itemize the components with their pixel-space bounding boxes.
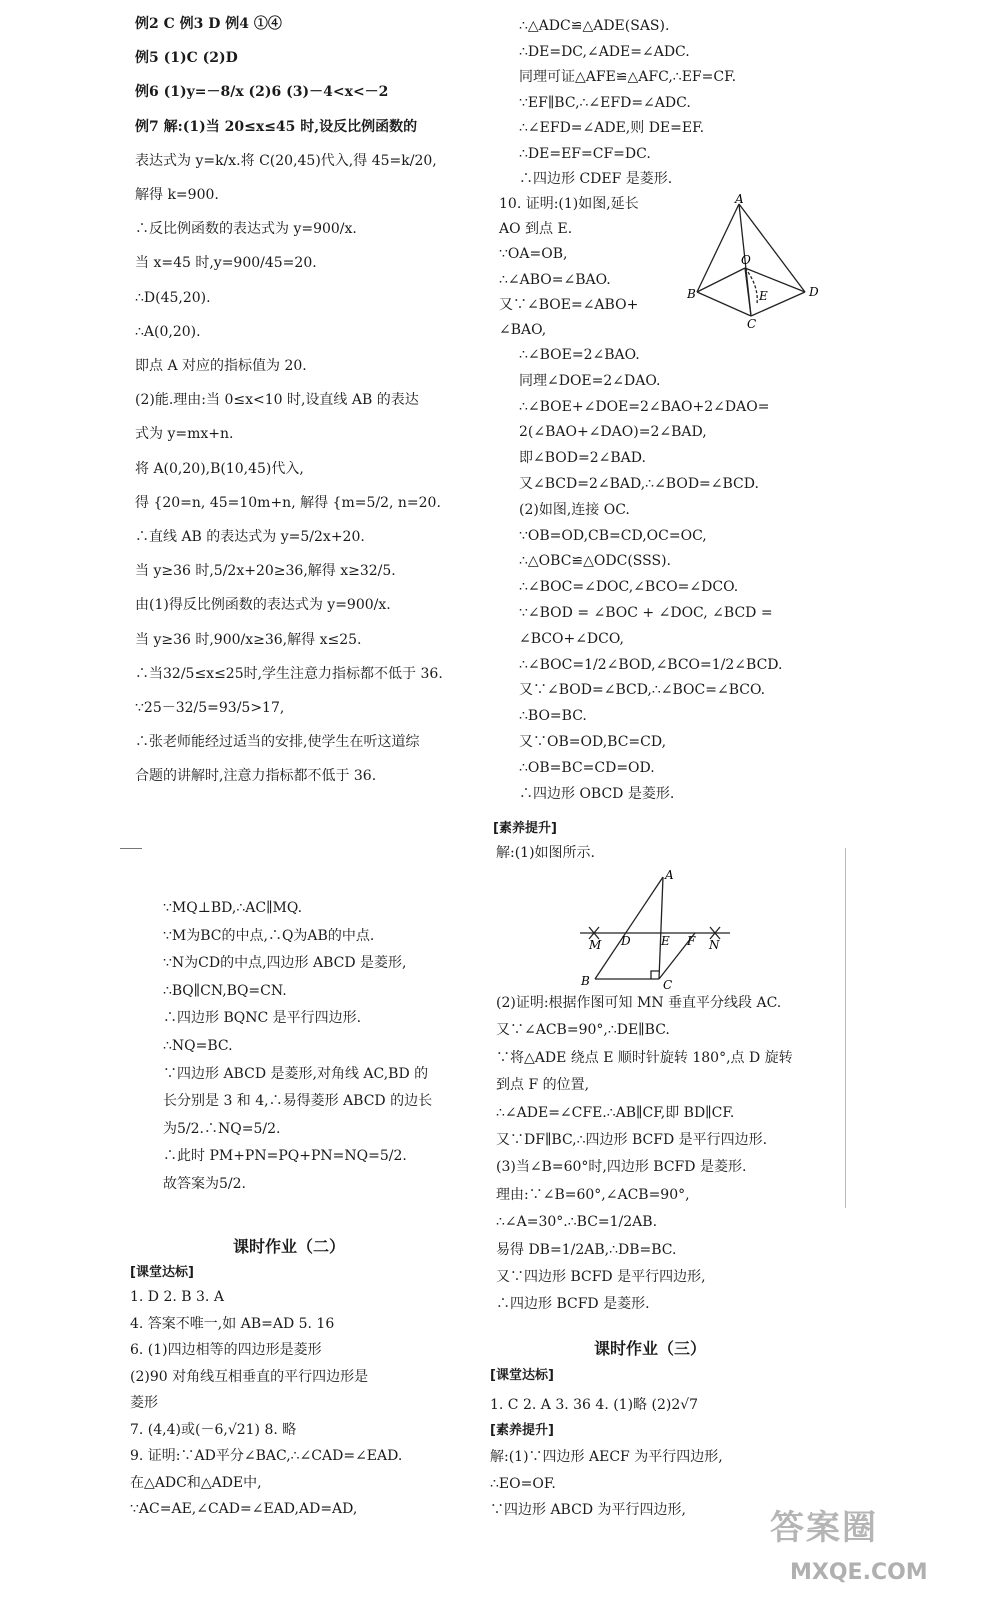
text-line: ∴D(45,20). (135, 289, 211, 306)
watermark-url: MXQE.COM (790, 1560, 928, 1585)
watermark-logo: 答案圈 (770, 1508, 878, 1548)
text-line: ∴NQ=BC. (163, 1038, 233, 1054)
text-line: (2)证明:根据作图可知 MN 垂直平分线段 AC. (496, 995, 782, 1011)
text-line: 长分别是 3 和 4,∴易得菱形 ABCD 的边长 (163, 1093, 433, 1110)
section-heading-2: 课时作业（二） (233, 1237, 346, 1256)
text-line: 合题的讲解时,注意力指标都不低于 36. (135, 768, 377, 785)
text-line: 又∵∠ACB=90°,∴DE∥BC. (496, 1022, 670, 1039)
text-line: 又∵∠BOE=∠ABO+ (499, 296, 639, 313)
text-line: ∴DE=DC,∠ADE=∠ADC. (519, 43, 690, 60)
text-line: 同理可证△AFE≌△AFC,∴EF=CF. (519, 69, 737, 85)
text-line: AO 到点 E. (499, 221, 573, 238)
text-line: ∴EO=OF. (490, 1475, 556, 1492)
fig1-label-d: D (809, 285, 819, 299)
page-edge-bleed (845, 848, 852, 1208)
tag-ketang-dabiao: [课堂达标] (130, 1265, 194, 1280)
text-line: 例7 解:(1)当 20≤x≤45 时,设反比例函数的 (135, 118, 418, 135)
text-line: ∵25－32/5=93/5>17, (135, 700, 285, 716)
section-heading-3: 课时作业（三） (594, 1339, 707, 1358)
fig2-label-f: F (687, 934, 696, 948)
text-line: ∵将△ADE 绕点 E 顺时针旋转 180°,点 D 旋转 (496, 1049, 793, 1066)
text-line: ∴四边形 BQNC 是平行四边形. (163, 1010, 362, 1027)
text-line: 即点 A 对应的指标值为 20. (135, 358, 307, 374)
tag-ketang-dabiao-3: [课堂达标] (490, 1368, 554, 1383)
text-line: ∴∠BOE+∠DOE=2∠BAO+2∠DAO= (519, 398, 770, 415)
fig1-label-c: C (747, 317, 757, 331)
text-line: 7. (4,4)或(－6,√21) 8. 略 (130, 1421, 297, 1438)
text-line: ∵四边形 ABCD 是菱形,对角线 AC,BD 的 (163, 1065, 429, 1082)
text-line: 在△ADC和△ADE中, (130, 1474, 262, 1491)
fig1-label-a: A (735, 194, 744, 206)
text-line: ∴DE=EF=CF=DC. (519, 145, 651, 162)
text-line: 例6 (1)y=－8/x (2)6 (3)－4<x<－2 (135, 84, 389, 101)
text-line: 4. 答案不唯一,如 AB=AD 5. 16 (130, 1315, 335, 1332)
text-line: ∴∠BOC=1/2∠BOD,∠BCO=1/2∠BCD. (519, 656, 783, 673)
text-line: 式为 y=mx+n. (135, 426, 234, 443)
text-line: ∵EF∥BC,∴∠EFD=∠ADC. (519, 94, 691, 111)
text-line: ∴∠ABO=∠BAO. (499, 271, 611, 288)
text-line: 菱形 (130, 1395, 158, 1411)
pyramid-figure (687, 194, 827, 334)
text-line: 将 A(0,20),B(10,45)代入, (135, 460, 304, 477)
text-line: ∵MQ⊥BD,∴AC∥MQ. (163, 900, 303, 916)
text-line: ∴四边形 BCFD 是菱形. (496, 1296, 650, 1313)
text-line: ∴∠BOC=∠DOC,∠BCO=∠DCO. (519, 579, 739, 596)
fig2-label-c: C (663, 978, 673, 990)
text-line: ∴∠ADE=∠CFE.∴AB∥CF,即 BD∥CF. (496, 1104, 735, 1121)
text-line: (2)如图,连接 OC. (519, 501, 630, 518)
text-line: ∴此时 PM+PN=PQ+PN=NQ=5/2. (163, 1148, 407, 1165)
text-line: 得 {20=n, 45=10m+n, 解得 {m=5/2, n=20. (135, 494, 441, 511)
homework-3-answers: 1. C 2. A 3. 36 4. (1)略 (2)2√7 (490, 1397, 699, 1413)
solution-intro: 解:(1)如图所示. (496, 845, 595, 861)
construction-figure (575, 865, 735, 990)
fig2-label-m: M (589, 938, 602, 952)
section-divider (120, 848, 142, 849)
text-line: ∴张老师能经过适当的安排,使学生在听这道综 (135, 734, 420, 751)
text-line: ∠BCO+∠DCO, (519, 630, 624, 647)
text-line: 又∵∠BOD=∠BCD,∴∠BOC=∠BCO. (519, 682, 766, 699)
text-line: ∴∠BOE=2∠BAO. (519, 347, 640, 363)
text-line: ∴∠A=30°.∴BC=1/2AB. (496, 1214, 658, 1231)
text-line: ∴OB=BC=CD=OD. (519, 759, 655, 776)
text-line: 2(∠BAO+∠DAO)=2∠BAD, (519, 424, 707, 441)
text-line: ∴△ADC≌△ADE(SAS). (519, 18, 670, 34)
fig1-label-b: B (687, 287, 696, 301)
text-line: 例2 C 例3 D 例4 ①④ (135, 16, 282, 32)
text-line: ∵∠BOD = ∠BOC + ∠DOC, ∠BCD = (519, 605, 773, 621)
text-line: 即∠BOD=2∠BAD. (519, 450, 646, 467)
text-line: 又∠BCD=2∠BAD,∴∠BOD=∠BCD. (519, 476, 759, 492)
text-line: ∴BQ∥CN,BQ=CN. (163, 982, 287, 999)
text-line: ∴直线 AB 的表达式为 y=5/2x+20. (135, 529, 365, 545)
text-line: 由(1)得反比例函数的表达式为 y=900/x. (135, 597, 391, 614)
text-line: 故答案为5/2. (163, 1176, 246, 1192)
text-line: ∴A(0,20). (135, 323, 201, 340)
text-line: ∴四边形 OBCD 是菱形. (519, 785, 675, 802)
text-line: 为5/2.∴NQ=5/2. (163, 1120, 281, 1137)
tag-suyang-tisheng: [素养提升] (493, 821, 557, 836)
text-line: 例5 (1)C (2)D (135, 50, 238, 67)
text-line: 理由:∵∠B=60°,∠ACB=90°, (496, 1186, 690, 1203)
text-line: ∴∠EFD=∠ADE,则 DE=EF. (519, 120, 705, 136)
text-line: 解:(1)∵四边形 AECF 为平行四边形, (490, 1449, 723, 1465)
text-line: ∠BAO, (499, 322, 547, 338)
fig1-label-o: O (741, 253, 751, 267)
text-line: 到点 F 的位置, (496, 1077, 590, 1094)
text-line: ∴四边形 CDEF 是菱形. (519, 171, 673, 187)
text-line: 当 x=45 时,y=900/45=20. (135, 255, 317, 272)
text-line: 又∵四边形 BCFD 是平行四边形, (496, 1269, 706, 1285)
text-line: 又∵OB=OD,BC=CD, (519, 734, 667, 750)
text-line: ∴BO=BC. (519, 708, 587, 725)
text-line: ∴当32/5≤x≤25时,学生注意力指标都不低于 36. (135, 665, 443, 682)
text-line: 当 y≥36 时,5/2x+20≥36,解得 x≥32/5. (135, 563, 396, 580)
fig1-label-e: E (759, 289, 768, 303)
text-line: 易得 DB=1/2AB,∴DB=BC. (496, 1241, 677, 1258)
text-line: ∵四边形 ABCD 为平行四边形, (490, 1502, 686, 1518)
tag-suyang-tisheng-3: [素养提升] (490, 1423, 554, 1438)
text-line: 同理∠DOE=2∠DAO. (519, 372, 661, 389)
text-line: 10. 证明:(1)如图,延长 (499, 196, 639, 212)
text-line: (2)90 对角线互相垂直的平行四边形是 (130, 1368, 369, 1385)
text-line: 当 y≥36 时,900/x≥36,解得 x≤25. (135, 631, 362, 648)
text-line: ∵M为BC的中点,∴Q为AB的中点. (163, 927, 375, 944)
fig2-label-d: D (621, 934, 631, 948)
text-line: 又∵DF∥BC,∴四边形 BCFD 是平行四边形. (496, 1132, 768, 1148)
text-line: ∵OB=OD,CB=CD,OC=OC, (519, 527, 707, 544)
text-line: 解得 k=900. (135, 187, 219, 203)
text-line: 9. 证明:∵AD平分∠BAC,∴∠CAD=∠EAD. (130, 1448, 403, 1464)
text-line: ∵N为CD的中点,四边形 ABCD 是菱形, (163, 955, 407, 972)
fig2-label-e: E (661, 934, 670, 948)
fig2-label-a: A (665, 868, 674, 882)
fig2-label-b: B (581, 974, 590, 988)
text-line: 表达式为 y=k/x.将 C(20,45)代入,得 45=k/20, (135, 152, 437, 169)
text-line: (3)当∠B=60°时,四边形 BCFD 是菱形. (496, 1159, 747, 1176)
text-line: (2)能.理由:当 0≤x<10 时,设直线 AB 的表达 (135, 392, 419, 409)
text-line: ∴反比例函数的表达式为 y=900/x. (135, 221, 357, 238)
text-line: 1. D 2. B 3. A (130, 1289, 224, 1305)
fig2-label-n: N (709, 938, 720, 952)
text-line: ∵OA=OB, (499, 246, 568, 263)
text-line: 6. (1)四边相等的四边形是菱形 (130, 1342, 322, 1358)
text-line: ∴△OBC≌△ODC(SSS). (519, 553, 671, 570)
text-line: ∵AC=AE,∠CAD=∠EAD,AD=AD, (130, 1501, 358, 1517)
